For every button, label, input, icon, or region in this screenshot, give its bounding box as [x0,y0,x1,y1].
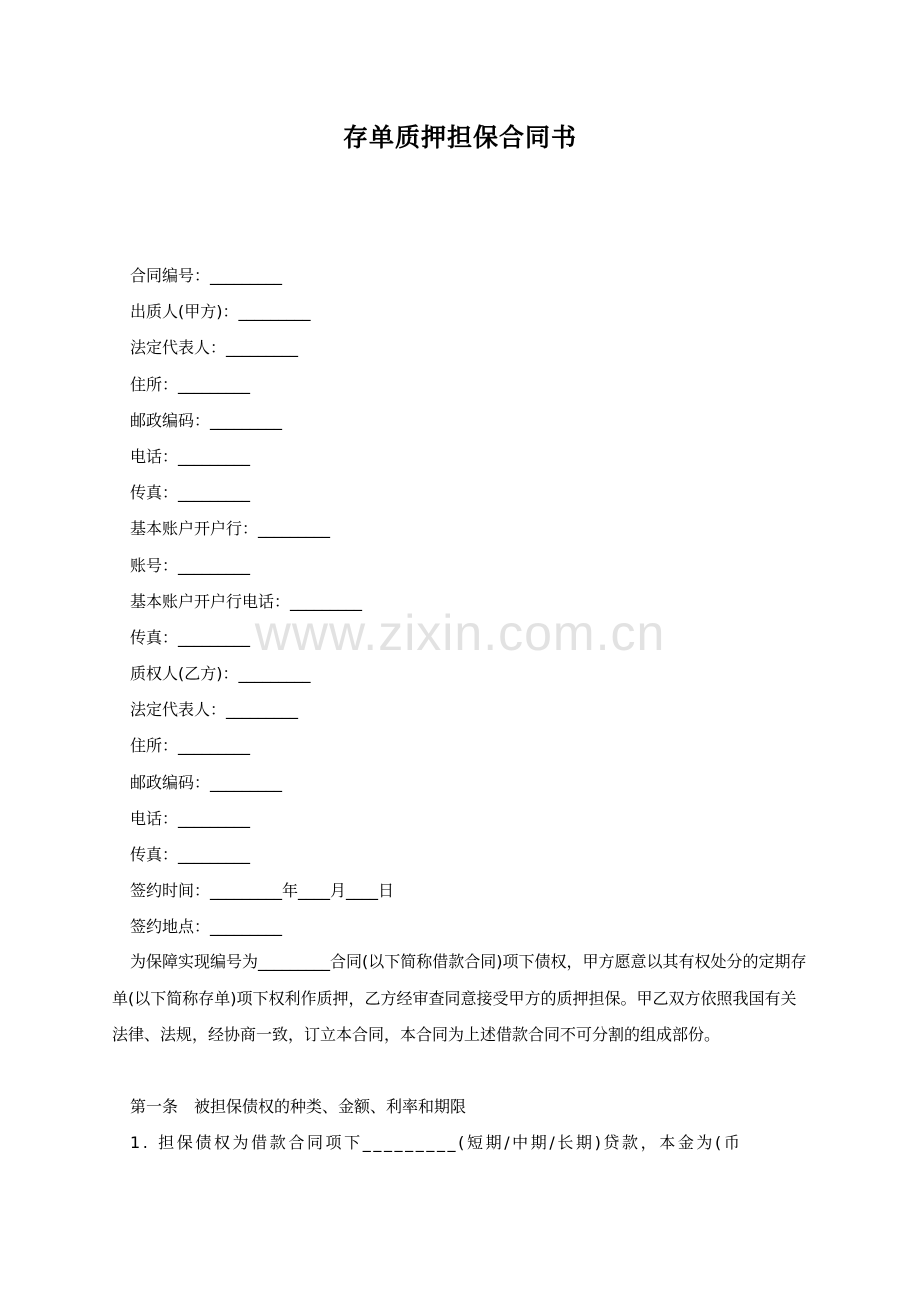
field-pledgor-bank-fax: 传真：_________ [130,627,251,647]
field-pledgee-phone: 电话：_________ [130,808,251,828]
field-pledgor-postcode: 邮政编码：_________ [130,410,283,430]
field-pledgee-fax: 传真：_________ [130,845,251,864]
field-signing-date: 签约时间：_________年____月____日 [130,881,395,901]
field-pledgee-address: 住所：_________ [130,736,251,756]
field-pledgor-bank-phone: 基本账户开户行电话：_________ [130,591,363,611]
field-pledgor-fax: 传真：_________ [130,483,251,503]
field-pledgee: 质权人(乙方)：_________ [130,664,311,684]
field-pledgor-phone: 电话：_________ [130,446,251,466]
field-pledgor-address: 住所：_________ [130,374,251,394]
field-pledgor-legal-rep: 法定代表人：_________ [130,338,299,358]
field-pledgee-legal-rep: 法定代表人：_________ [130,700,299,720]
field-pledgor-account: 账号：_________ [130,555,251,575]
document-title: 存单质押担保合同书 [342,123,577,152]
party-fields-list [130,258,394,946]
watermark-text: www.zixin.com.cn [254,605,666,661]
intro-paragraph: 为保障实现编号为_________合同(以下简称借款合同)项下债权，甲方愿意以其有权处分的定期存单(以下简称存单)项下权利作质押，乙方经审查同意接受甲方的质押担保。甲乙双方依照我国有关法律、法规，经协商一致，订立本合同，本合同为上述借款合同不可分割的组成部份。 [112,952,807,1044]
field-pledgor-bank: 基本账户开户行：_________ [130,519,331,539]
field-signing-place: 签约地点：_________ [130,917,283,937]
field-contract-number: 合同编号：_________ [130,266,283,285]
article-1-heading: 第一条 被担保债权的种类、金额、利率和期限 [130,1097,467,1116]
article-1-item-1: 1. 担保债权为借款合同项下_________(短期/中期/长期)贷款，本金为(币 [130,1133,743,1152]
field-pledgor: 出质人(甲方)：_________ [130,302,311,322]
field-pledgee-postcode: 邮政编码：_________ [130,772,283,792]
